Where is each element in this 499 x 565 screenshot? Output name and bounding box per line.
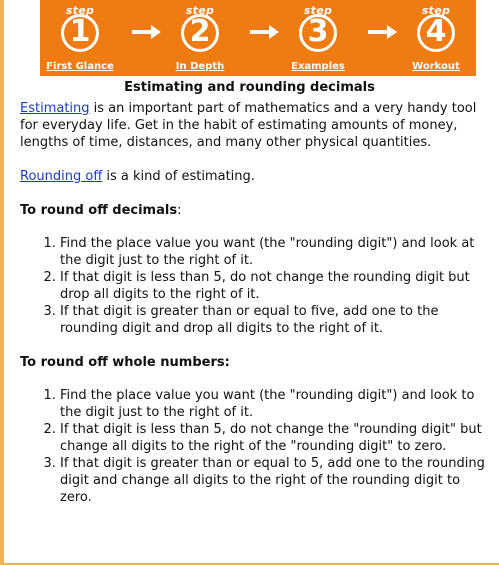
step-word: step [421, 4, 451, 17]
step-number: 2 [189, 14, 211, 49]
step-word: step [185, 4, 215, 17]
step-3[interactable] [278, 0, 358, 76]
list-item: 3. If that digit is greater than or equal to five, add one to the rounding digit and drop all digits to the right of it. [60, 303, 490, 337]
decimals-steps-list [20, 235, 490, 337]
step-number: 1 [69, 14, 91, 49]
step-4[interactable] [396, 0, 476, 76]
step-word: step [65, 4, 95, 17]
rounding-text: is a kind of estimating. [102, 169, 255, 184]
step-1[interactable] [40, 0, 120, 76]
decimals-heading-colon: : [177, 203, 182, 218]
intro-text: is an important part of mathematics and a very handy tool for everyday life. Get in the habit of estimating amounts of money, lengths of time, distances, and many other physical quantities. [20, 101, 477, 150]
whole-numbers-heading: To round off whole numbers: [20, 355, 230, 370]
estimating-link[interactable]: Estimating [20, 101, 90, 116]
step-number: 4 [425, 14, 447, 49]
list-item: 1. Find the place value you want (the "rounding digit") and look at the digit just to the right of it. [60, 235, 490, 269]
decimals-heading [20, 202, 490, 219]
rounding-paragraph [20, 168, 490, 185]
list-item: 2. If that digit is less than 5, do not change the "rounding digit" but change all digits to the right of the "rounding digit" to zero. [60, 421, 490, 455]
step-link-workout[interactable]: Workout [412, 61, 460, 72]
step-link-in-depth[interactable]: In Depth [175, 61, 225, 72]
whole-numbers-steps-list [20, 387, 490, 506]
step-link-examples[interactable]: Examples [291, 61, 345, 72]
page-title: Estimating and rounding decimals [124, 80, 375, 95]
decimals-heading-text: To round off decimals [20, 203, 178, 218]
list-item: 2. If that digit is less than 5, do not change the rounding digit but drop all digits to the right of it. [60, 269, 490, 303]
list-item: 3. If that digit is greater than or equal to 5, add one to the rounding digit and change all digits to the right of the rounding digit to zero. [60, 455, 490, 506]
step-navigation-bar [40, 0, 476, 76]
intro-paragraph [20, 100, 490, 151]
step-number: 3 [307, 14, 329, 49]
rounding-off-link[interactable]: Rounding off [20, 169, 103, 184]
step-link-first-glance[interactable]: First Glance [46, 61, 114, 72]
step-2[interactable] [160, 0, 240, 76]
step-word: step [303, 4, 333, 17]
main-content [20, 100, 490, 506]
list-item: 1. Find the place value you want (the "rounding digit") and look to the digit just to the right of it. [60, 387, 490, 421]
